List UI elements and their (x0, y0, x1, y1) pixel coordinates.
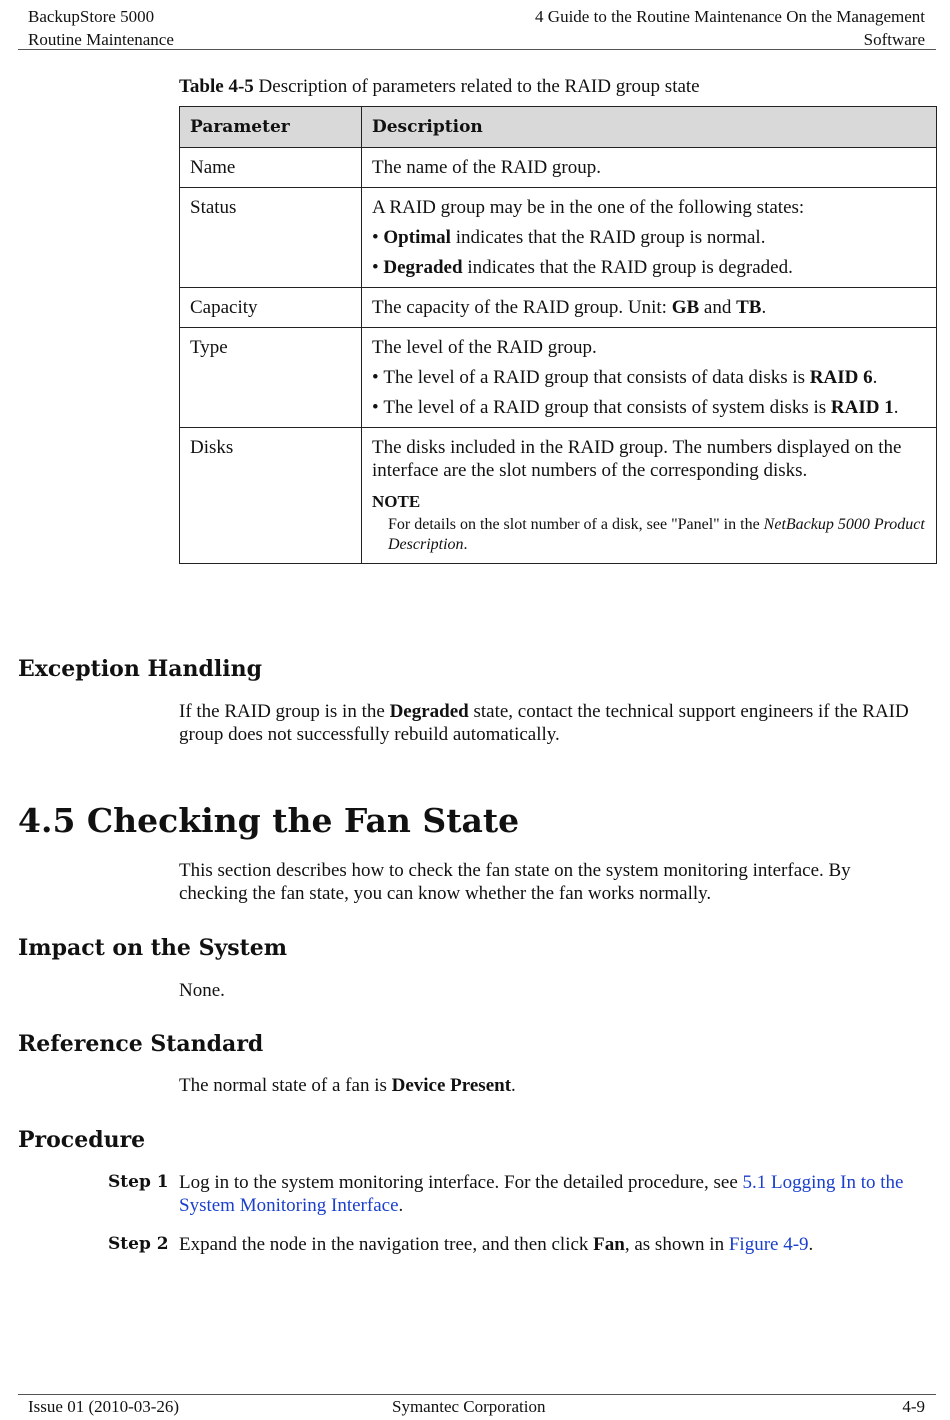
desc-text: A RAID group may be in the one of the following states: (372, 197, 805, 218)
param-cell: Disks (180, 428, 362, 564)
bullet-text: indicates that the RAID group is degraded. (462, 257, 793, 278)
step-2-label: Step 2 (108, 1234, 169, 1254)
figure-link[interactable]: Figure 4-9 (728, 1234, 809, 1255)
table-header-row (180, 107, 937, 148)
param-cell: Name (180, 148, 362, 188)
desc-cell: The name of the RAID group. (362, 148, 937, 188)
param-cell: Capacity (180, 288, 362, 328)
desc-cell (362, 428, 937, 564)
exception-text (179, 700, 919, 746)
login-procedure-link[interactable]: 5.1 Logging In to the System Monitoring Interface (179, 1172, 904, 1216)
desc-text: The capacity of the RAID group. Unit: (372, 297, 672, 318)
note-text (372, 515, 926, 555)
desc-cell (362, 188, 937, 288)
reference-text (179, 1074, 919, 1097)
body-text: Expand the node in the navigation tree, and then click (179, 1234, 594, 1255)
bullet-item: • Degraded indicates that the RAID group is degraded. (372, 257, 793, 278)
table-row-disks (180, 428, 937, 564)
table-caption (179, 76, 700, 98)
table-row-name (180, 148, 937, 188)
note-label: NOTE (372, 492, 421, 511)
bold-term: Degraded (389, 701, 469, 722)
footer-company: Symantec Corporation (392, 1397, 546, 1416)
bold-term: Fan (593, 1234, 625, 1255)
parameters-table (179, 106, 937, 564)
bullet-text: The level of a RAID group that consists of system disks is (383, 397, 831, 418)
section-heading: 4.5 Checking the Fan State (18, 801, 520, 840)
note-doc-title: NetBackup 5000 Product Description (388, 516, 925, 553)
body-text: If the RAID group is in the (179, 701, 390, 722)
desc-text: and (699, 297, 737, 318)
body-text: The normal state of a fan is (179, 1075, 392, 1096)
procedure-heading: Procedure (18, 1127, 146, 1153)
bullet-text: The level of a RAID group that consists of data disks is (383, 367, 810, 388)
table-row-type (180, 328, 937, 428)
impact-heading: Impact on the System (18, 935, 288, 961)
note-body: . (463, 536, 468, 553)
body-text: state, contact the technical support engineers if the RAID group does not successfully rebuild automatically. (179, 701, 909, 745)
bold-term: Optimal (383, 227, 451, 248)
bold-term: Device Present (391, 1075, 512, 1096)
header-product: BackupStore 5000 (28, 7, 155, 26)
body-text: . (398, 1195, 404, 1216)
bold-term: RAID 1 (830, 397, 894, 418)
bullet-item: • The level of a RAID group that consists of system disks is RAID 1. (372, 397, 899, 418)
desc-text: The disks included in the RAID group. The numbers displayed on the interface are the slot numbers of the corresponding disks. (372, 437, 902, 481)
bold-term: Degraded (383, 257, 463, 278)
header-manual: Routine Maintenance (28, 30, 174, 49)
header-left (28, 5, 174, 51)
desc-text: The level of the RAID group. (372, 337, 597, 358)
bullet-text: . (872, 367, 878, 388)
table-caption-label: Table 4-5 (179, 76, 254, 97)
header-right (535, 5, 925, 51)
bullet-text: . (893, 397, 899, 418)
unit-tb: TB (736, 297, 762, 318)
table-row-status (180, 188, 937, 288)
table-caption-text: Description of parameters related to the RAID group state (253, 76, 700, 97)
column-header-parameter: Parameter (180, 107, 362, 148)
unit-gb: GB (671, 297, 700, 318)
param-cell: Type (180, 328, 362, 428)
step-1-text (179, 1171, 919, 1217)
exception-heading: Exception Handling (18, 656, 263, 682)
body-text: Log in to the system monitoring interface. For the detailed procedure, see (179, 1172, 743, 1193)
footer-issue: Issue 01 (2010-03-26) (28, 1397, 180, 1416)
header-rule (18, 49, 936, 50)
table-row-capacity (180, 288, 937, 328)
footer-page-number: 4-9 (902, 1397, 925, 1416)
reference-heading: Reference Standard (18, 1031, 264, 1057)
note-body: For details on the slot number of a disk, see "Panel" in the (388, 516, 764, 533)
impact-text: None. (179, 980, 225, 1001)
bullet-text: indicates that the RAID group is normal. (450, 227, 766, 248)
body-text: . (511, 1075, 516, 1096)
param-cell: Status (180, 188, 362, 288)
column-header-description: Description (362, 107, 937, 148)
desc-text: . (761, 297, 767, 318)
desc-cell (362, 328, 937, 428)
header-chapter: 4 Guide to the Routine Maintenance On the Management (535, 7, 925, 26)
bullet-item: • Optimal indicates that the RAID group is normal. (372, 227, 766, 248)
body-text: . (808, 1234, 814, 1255)
bold-term: RAID 6 (809, 367, 873, 388)
body-text: , as shown in (624, 1234, 729, 1255)
header-chapter-cont: Software (863, 30, 925, 49)
step-2-text (179, 1233, 919, 1256)
footer-rule (18, 1394, 936, 1395)
step-1-label: Step 1 (108, 1172, 169, 1192)
desc-cell (362, 288, 937, 328)
bullet-item: • The level of a RAID group that consists of data disks is RAID 6. (372, 367, 878, 388)
section-intro: This section describes how to check the fan state on the system monitoring interface. By checking the fan state, you can know whether the fan works normally. (179, 860, 851, 904)
